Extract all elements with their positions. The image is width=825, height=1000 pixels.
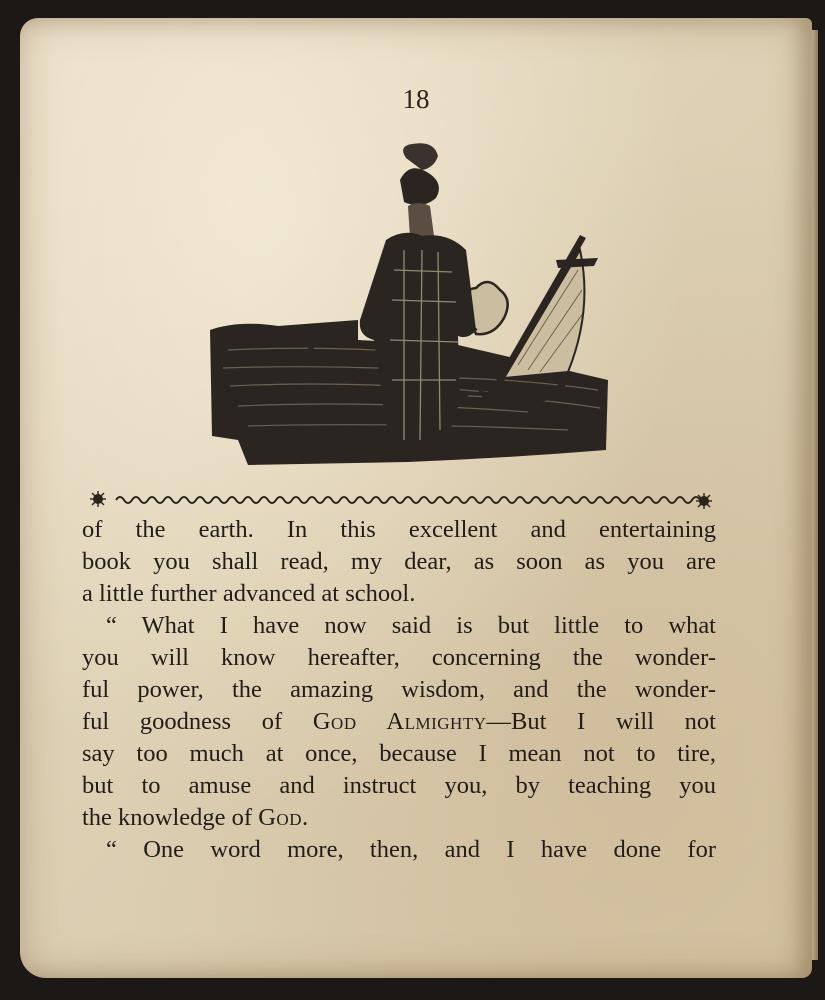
text-fragment: . (301, 804, 309, 831)
text-line: say too much at once, because I mean not to tire, (82, 740, 716, 767)
text-line: “ One word more, then, and I have done for (106, 836, 716, 863)
woodcut-illustration (208, 140, 608, 475)
text-line (82, 706, 716, 738)
book-page (20, 18, 812, 978)
text-line: but to amuse and instruct you, by teaching you (82, 772, 716, 799)
text-line: ful power, the amazing wisdom, and the wonder- (82, 676, 716, 703)
text-fragment: the knowledge of (82, 804, 259, 831)
text-line: of the earth. In this excellent and entertaining (82, 516, 716, 543)
text-line: “ What I have now said is but little to what (106, 612, 716, 639)
decorative-rule (88, 488, 714, 510)
page-edge (812, 30, 818, 960)
text-line: you will know hereafter, concerning the wonder- (82, 644, 716, 671)
text-line: a little further advanced at school. (82, 580, 416, 607)
small-caps-text: God Almighty (312, 708, 487, 735)
small-caps-text: God (258, 804, 302, 831)
page-number: 18 (402, 84, 430, 114)
text-line: book you shall read, my dear, as soon as you are (82, 548, 716, 575)
text-line (82, 802, 716, 834)
body-text (82, 514, 716, 866)
text-fragment: —But I will not (486, 708, 716, 735)
text-fragment: ful goodness of (82, 708, 313, 735)
